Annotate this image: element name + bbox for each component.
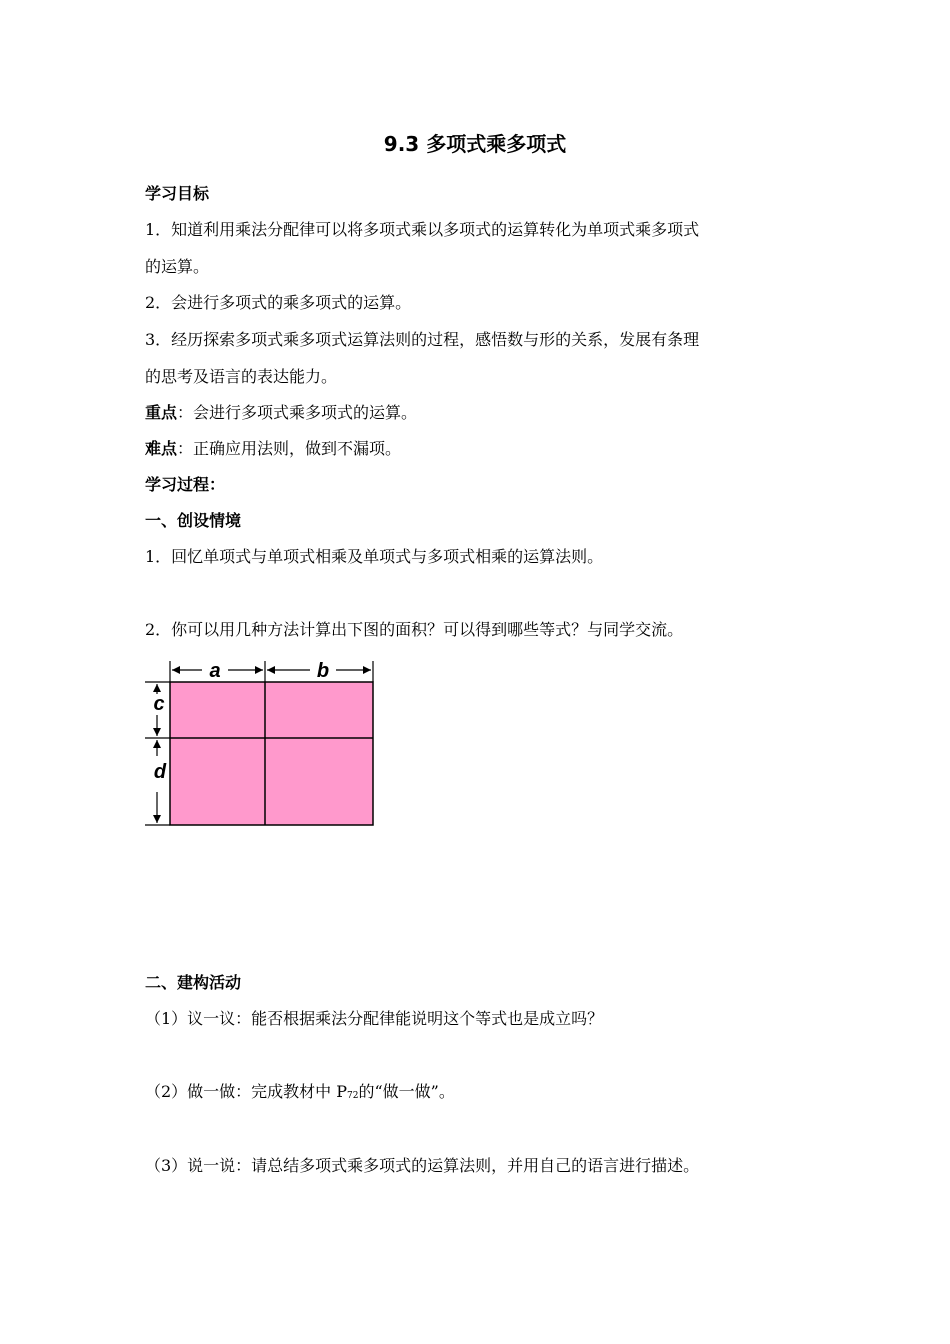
arrowhead-a-right <box>255 666 263 674</box>
arrowhead-a-left <box>172 666 180 674</box>
difficulty-label: 难点 <box>145 439 178 458</box>
process-heading: 学习过程： <box>145 475 226 494</box>
section1-question-2: 2．你可以用几种方法计算出下图的面积？可以得到哪些等式？与同学交流。 <box>145 620 684 639</box>
page-title: 9.3 多项式乘多项式 <box>383 132 567 156</box>
arrowhead-b-right <box>363 666 371 674</box>
goal-3-line-b: 的思考及语言的表达能力。 <box>145 367 338 386</box>
activity-2-post: 的“做一做”。 <box>358 1082 455 1101</box>
label-b: b <box>316 660 330 682</box>
rectangle-area <box>170 682 373 825</box>
goal-1-line-b: 的运算。 <box>145 257 210 276</box>
label-c: c <box>153 693 165 715</box>
difficulty-text: ：正确应用法则，做到不漏项。 <box>177 439 402 458</box>
section2-heading: 二、建构活动 <box>145 973 242 992</box>
arrowhead-b-left <box>267 666 275 674</box>
arrowhead-d-down <box>153 815 161 823</box>
arrowhead-c-down <box>153 728 161 736</box>
key-point-label: 重点 <box>145 403 178 422</box>
key-point-text: ：会进行多项式乘多项式的运算。 <box>177 403 418 422</box>
section1-question-1: 1．回忆单项式与单项式相乘及单项式与多项式相乘的运算法则。 <box>145 547 604 566</box>
label-a: a <box>209 660 221 682</box>
goal-3-line-a: 3．经历探索多项式乘多项式运算法则的过程，感悟数与形的关系，发展有条理 <box>145 330 700 349</box>
label-d: d <box>153 761 167 783</box>
arrowhead-c-up <box>153 684 161 692</box>
activity-2 <box>145 1079 455 1102</box>
activity-2-page-sub: 72 <box>347 1091 359 1101</box>
goal-2: 2．会进行多项式的乘多项式的运算。 <box>145 293 412 312</box>
activity-1: （1）议一议：能否根据乘法分配律能说明这个等式也是成立吗？ <box>145 1009 604 1028</box>
goal-1-line-a: 1．知道利用乘法分配律可以将多项式乘以多项式的运算转化为单项式乘多项式 <box>145 220 700 239</box>
activity-3: （3）说一说：请总结多项式乘多项式的运算法则，并用自己的语言进行描述。 <box>145 1156 700 1175</box>
section1-heading: 一、创设情境 <box>145 511 242 530</box>
activity-2-pre: （2）做一做：完成教材中 P <box>145 1082 348 1101</box>
arrowhead-d-up <box>153 740 161 748</box>
goals-heading: 学习目标 <box>145 184 210 203</box>
